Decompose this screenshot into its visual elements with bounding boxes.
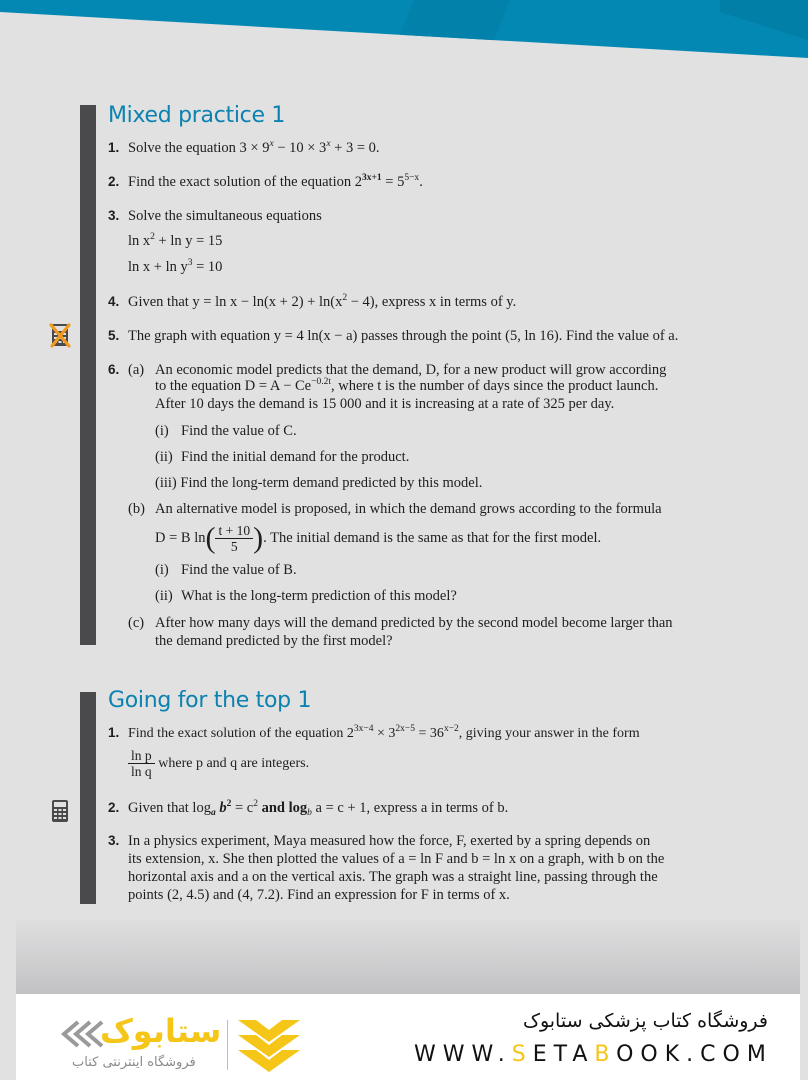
question-6c-line2: the demand predicted by the first model? (155, 633, 393, 649)
section-title-mixed-practice: Mixed practice 1 (108, 103, 286, 128)
question-6a-iii: (iii) Find the long-term demand predicted by this model. (155, 475, 483, 491)
question-6a-ii: (ii) Find the initial demand for the product. (155, 449, 410, 465)
question-3: 3. Solve the simultaneous equations (108, 208, 322, 224)
equation-2: $\ln x + \ln y^3 = 10$ (128, 258, 223, 275)
top-banner (0, 0, 808, 60)
section-bar (80, 692, 96, 904)
section-bar (80, 105, 96, 645)
top-question-3: 3. In a physics experiment, Maya measured how the force, F, exerted by a spring depends on (108, 833, 651, 849)
top-question-3-line3: horizontal axis and a on the vertical axis. The graph was a straight line, passing through the (128, 869, 658, 885)
question-6b: (b) An alternative model is proposed, in which the demand grows according to the formula (128, 501, 662, 517)
question-6a-line3: After 10 days the demand is 15 000 and it is increasing at a rate of 325 per day. (155, 396, 615, 412)
top-question-1-form: $\frac{\text{ln p}}{\text{ln q}}$ where p and q are integers. (128, 748, 309, 779)
banner-facet (720, 0, 808, 40)
top-question-3-line4: points (2, 4.5) and (4, 7.2). Find an expression for F in terms of x. (128, 887, 510, 903)
question-5: 5. The graph with equation y = 4 ln(x − a) passes through the point (5, ln 16). Find the value of a. (108, 328, 679, 344)
question-6a-line2: to the equation $D = A - Ce^{-0.2t}$, where t is the number of days since the product launch. (155, 377, 659, 394)
banner-facet (390, 0, 510, 60)
equation-1: $\ln x^2 + \ln y = 15$ (128, 232, 223, 249)
question-1: 1. Solve the equation $3 \times 9^x - 10 \times 3^x + 3 = 0$. (108, 139, 380, 156)
question-4: 4. Given that $y = \ln x - \ln(x + 2) + \ln(x^2 - 4)$, express x in terms of y. (108, 293, 517, 310)
top-question-2: 2. Given that $\log_a b^2 = c^2$ and $\log_b a = c + 1$, express a in terms of b. (108, 799, 509, 818)
question-6b-i: (i) Find the value of B. (155, 562, 297, 578)
logo-chevron-icon (238, 1020, 300, 1072)
top-question-3-line2: its extension, x. She then plotted the values of a = ln F and b = ln x on a graph, with b on the (128, 851, 665, 867)
page-bottom-shadow (16, 920, 800, 994)
question-6c: (c) After how many days will the demand predicted by the second model become larger than (128, 615, 673, 631)
logo-name: ستابوک (100, 1012, 222, 1050)
question-6b-formula: D = B ln( $\frac{t + 10}{5}$ ). The initial demand is the same as that for the first model. (155, 521, 602, 555)
logo-divider (227, 1020, 228, 1070)
calculator-icon (49, 798, 71, 824)
logo-tagline: فروشگاه اینترنتی کتاب (72, 1055, 196, 1070)
question-6a: 6. (a) An economic model predicts that the demand, D, for a new product will grow according (108, 362, 667, 378)
no-calculator-icon (49, 322, 71, 348)
section-title-going-for-the-top: Going for the top 1 (108, 688, 312, 713)
top-question-1: 1. Find the exact solution of the equation $2^{3x-4} \times 3^{2x-5} = 36^{x-2}$, giving your answer in the form (108, 724, 640, 741)
site-url[interactable]: WWW.SETABOOK.COM (414, 1042, 773, 1067)
question-6a-i: (i) Find the value of C. (155, 423, 297, 439)
question-2: 2. Find the exact solution of the equation $2^{3x+1} = 5^{5-x}$. (108, 173, 423, 190)
question-6b-ii: (ii) What is the long-term prediction of this model? (155, 588, 457, 604)
store-name: فروشگاه کتاب پزشکی ستابوک (522, 1010, 768, 1032)
